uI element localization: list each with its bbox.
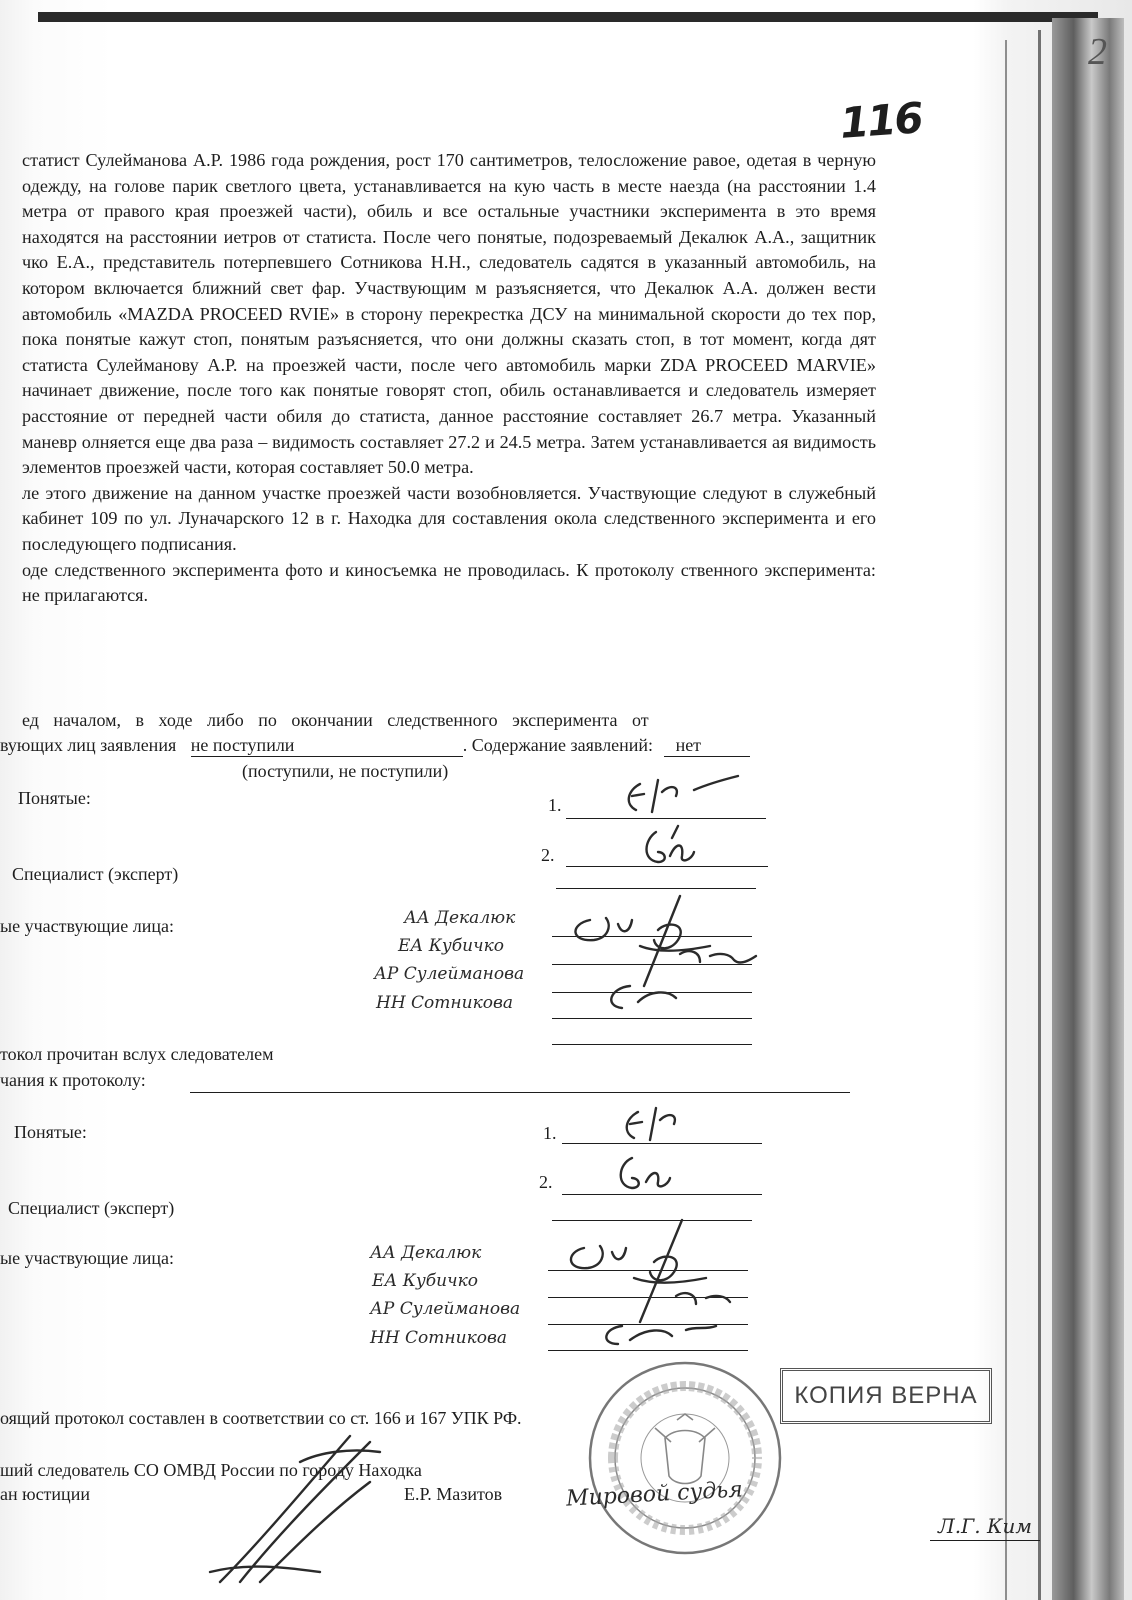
witness-2-number: 2. [541, 845, 555, 865]
statements-received-value: не поступили [190, 735, 295, 755]
participant-name-handwritten: НН Сотникова [376, 993, 513, 1013]
paragraph-after: ле этого движение на данном участке проезжей части возобновляется. Участвующие следуют в служебный кабинет 109 по ул. Луначарского 12 в г. Находка для составления окола следственного эксперимента и его последующего подписания. [22, 482, 876, 554]
statements-label: вующих лиц заявления [0, 735, 177, 755]
witnesses-label: Понятые: [18, 788, 91, 808]
statements-line-text: ед началом, в ходе либо по окончании следственного эксперимента от [22, 710, 649, 730]
investigator-position: ший следователь СО ОМВД России по городу Находка [0, 1460, 422, 1480]
read-aloud-text: токол прочитан вслух следователем [0, 1044, 274, 1064]
copy-certified-stamp: КОПИЯ ВЕРНА [780, 1368, 992, 1424]
investigator-name: Е.Р. Мазитов [404, 1484, 503, 1504]
participant-signature-line [552, 1044, 752, 1045]
participant-name-handwritten: АР Сулейманова [370, 1299, 521, 1319]
remarks-label: чания к протоколу: [0, 1070, 146, 1090]
witness-1-number: 1. [548, 795, 562, 815]
statements-received-field [191, 735, 463, 757]
participant-name-handwritten: НН Сотникова [370, 1328, 507, 1348]
paragraph-procedure: статист Сулейманова А.Р. 1986 года рождения, рост 170 сантиметров, телосложение равое, одетая в черную одежду, на голове парик светлого цвета, устанавливается на кую часть в месте наезда (на расстоянии 1.4 метра от правого края проезжей части), обиль и все остальные участники эксперимента в это время находятся на расстоянии иетров от статиста. После чего понятые, подозреваемый Декалюк А.А., защитник чко Е.А., представитель потерпевшего Сотникова Н.Н., следователь садятся в указанный автомобиль, на котором включается ближний свет фар. Участвующим м разъясняется, что Декалюк А.А. должен вести автомобиль «MAZDA PROCEED RVIE» в сторону перекрестка ДСУ на минимальной скорости до тех пор, пока понятые кажут стоп, понятым разъясняется, что они должны сказать стоп, в тот момент, когда дят статиста Сулейманову А.Р. на проезжей части, после чего автомобиль марки ZDA PROCEED MARVIE» начинает движение, после того как понятые говорят стоп, обиль останавливается и следователь измеряет расстояние от передней части обиля до статиста, данное расстояние составляет 26.7 метра. Указанный маневр олняется еще два раза – видимость составляет 27.2 и 24.5 метра. Затем устанавливается ая видимость элементов проезжей части, которая составляет 50.0 метра. [22, 150, 876, 478]
participants-label: ые участвующие лица: [0, 916, 175, 936]
page-number: 116 [838, 93, 924, 148]
witness-2-number: 2. [539, 1172, 553, 1192]
content-label: . Содержание заявлений: [462, 735, 654, 755]
participant-signatures [556, 1218, 756, 1358]
statements-received-row [0, 735, 750, 757]
options-caption: (поступили, не поступили) [242, 761, 449, 781]
remarks-line [190, 1092, 850, 1093]
witness-2-signature [636, 822, 716, 870]
participant-name-handwritten: АА Декалюк [404, 908, 516, 928]
compliance-statement: оящий протокол составлен в соответствии со ст. 166 и 167 УПК РФ. [0, 1408, 522, 1428]
judge-name-handwritten: Л.Г. Ким [938, 1514, 1032, 1538]
page-fold-line [1038, 30, 1041, 1600]
participant-name-handwritten: АА Декалюк [370, 1243, 482, 1263]
judge-title-handwritten: Мировой судья [565, 1477, 744, 1512]
statements-line [22, 710, 858, 731]
participant-name-handwritten: АР Сулейманова [374, 964, 525, 984]
witnesses-label: Понятые: [14, 1122, 87, 1142]
participant-name-handwritten: ЕА Кубичко [398, 936, 504, 956]
investigator-signature [200, 1422, 410, 1592]
participant-signatures [560, 890, 760, 1030]
court-seal [585, 1358, 785, 1558]
scan-top-edge [38, 12, 1098, 22]
content-field [664, 735, 750, 757]
witness-1-number: 1. [543, 1123, 557, 1143]
investigator-rank: ан юстиции [0, 1484, 90, 1504]
witness-2-signature [610, 1148, 690, 1198]
protocol-body [22, 148, 876, 609]
specialist-label: Специалист (эксперт) [12, 864, 179, 884]
specialist-signature-line [556, 888, 756, 889]
witness-1-signature [610, 1100, 740, 1150]
content-value: нет [675, 735, 702, 755]
specialist-label: Специалист (эксперт) [8, 1198, 175, 1218]
corner-mark: 2 [1088, 31, 1107, 73]
paragraph-photo: оде следственного эксперимента фото и киносъемка не проводилась. К протоколу ственного эксперимента: не прилагаются. [22, 559, 876, 606]
witness-1-signature [610, 772, 750, 822]
judge-signature-line [930, 1540, 1040, 1541]
participants-label: ые участвующие лица: [0, 1248, 175, 1268]
page-stack-edge [1052, 18, 1124, 1600]
participant-name-handwritten: ЕА Кубичко [372, 1271, 478, 1291]
page-fold-line [1005, 40, 1007, 1600]
